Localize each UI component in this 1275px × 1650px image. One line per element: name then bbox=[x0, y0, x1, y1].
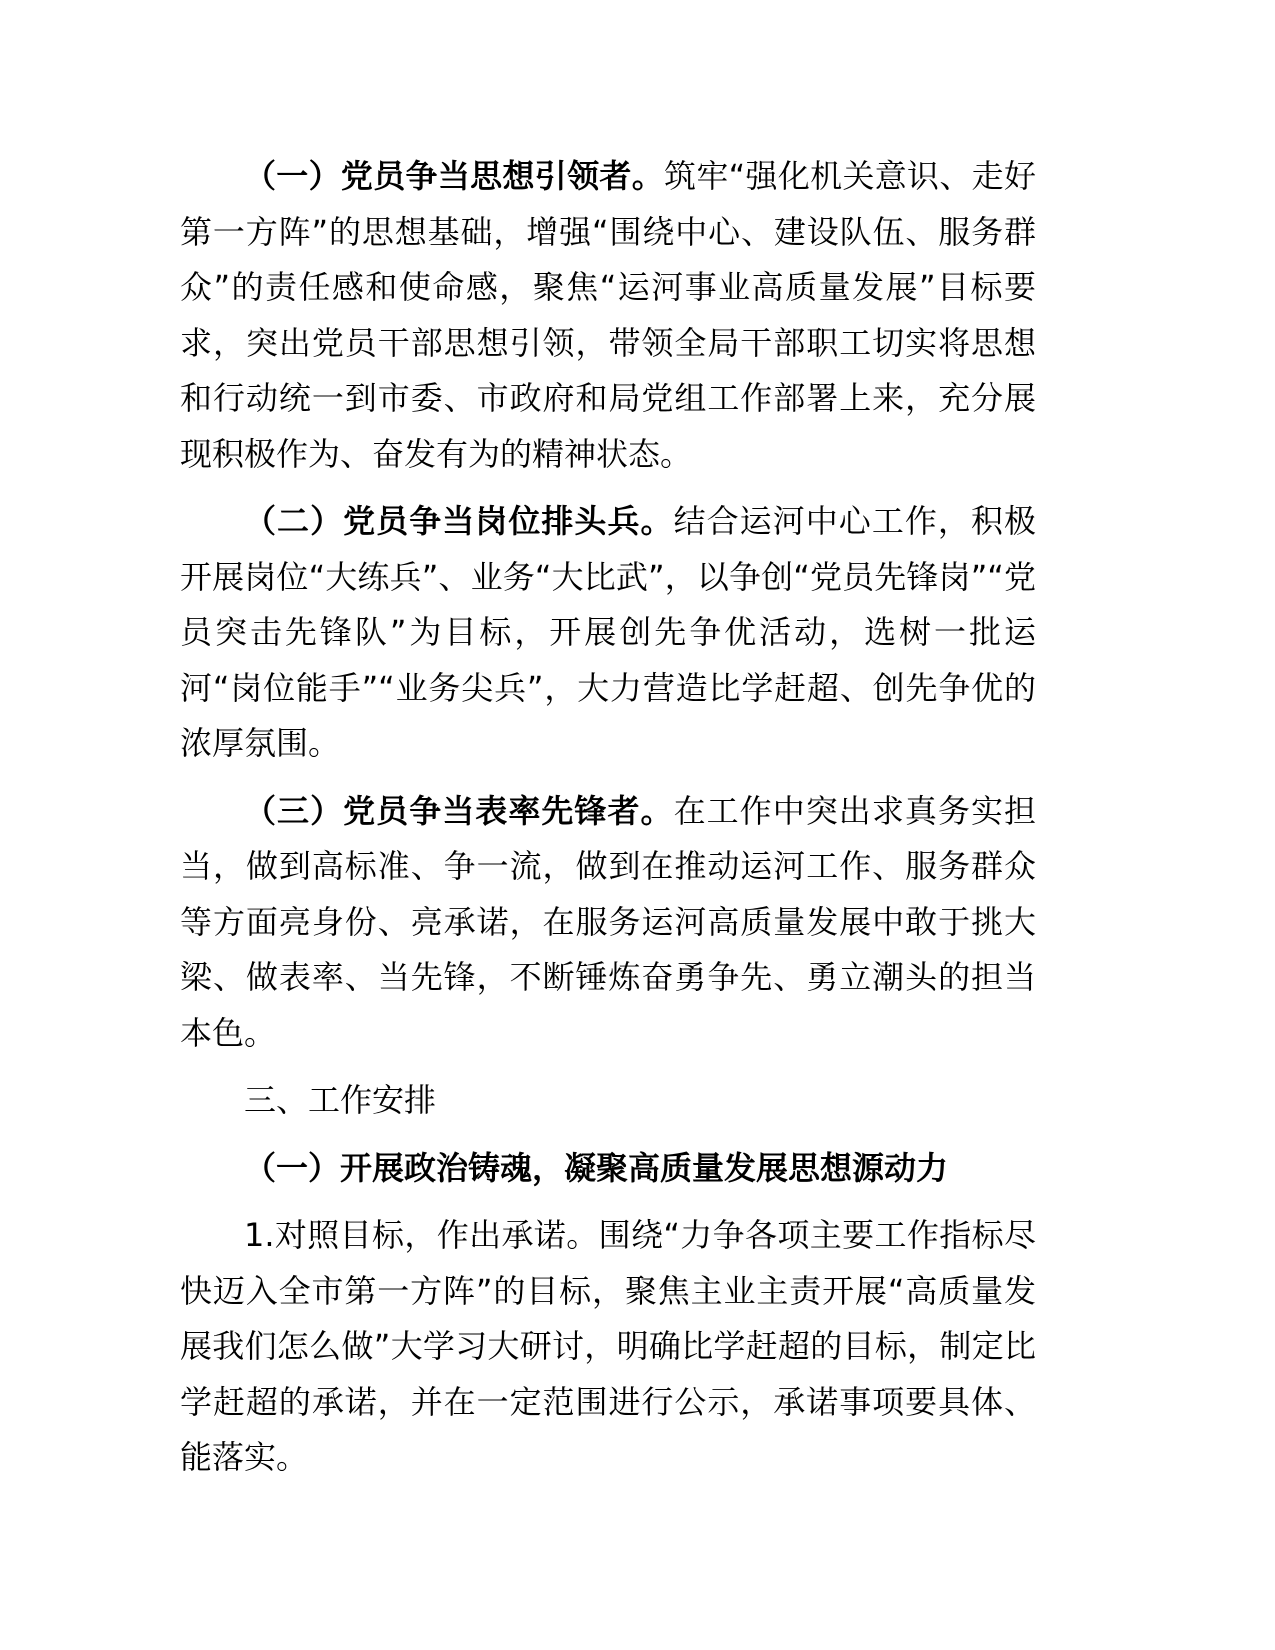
section-heading-text: 三、工作安排 bbox=[244, 1081, 437, 1119]
paragraph-1 bbox=[180, 149, 1036, 482]
paragraph-4-body: 1.对照目标，作出承诺。围绕“力争各项主要工作指标尽快迈入全市第一方阵”的目标，聚焦主业主责开展“高质量发展我们怎么做”大学习大研讨，明确比学赶超的目标，制定比学赶超的承诺，并在一定范围进行公示，承诺事项要具体、能落实。 bbox=[180, 1216, 1036, 1476]
paragraph-2-heading: （二）党员争当岗位排头兵。 bbox=[244, 502, 674, 540]
subsection-heading bbox=[180, 1141, 1036, 1197]
paragraph-3-body: 在工作中突出求真务实担当，做到高标准、争一流，做到在推动运河工作、服务群众等方面亮身份、亮承诺，在服务运河高质量发展中敢于挑大梁、做表率、当先锋，不断锤炼奋勇争先、勇立潮头的担当本色。 bbox=[180, 791, 1036, 1052]
paragraph-3-heading: （三）党员争当表率先锋者。 bbox=[244, 791, 674, 830]
spacer bbox=[180, 1129, 1036, 1141]
spacer bbox=[180, 1061, 1036, 1073]
document-page bbox=[180, 149, 1036, 1486]
spacer bbox=[180, 1196, 1036, 1208]
section-heading bbox=[180, 1073, 1036, 1129]
spacer bbox=[180, 772, 1036, 784]
spacer bbox=[180, 482, 1036, 494]
subsection-heading-text: （一）开展政治铸魂，凝聚高质量发展思想源动力 bbox=[244, 1148, 949, 1187]
paragraph-4 bbox=[180, 1208, 1036, 1486]
paragraph-3 bbox=[180, 784, 1036, 1062]
paragraph-2 bbox=[180, 494, 1036, 772]
paragraph-1-heading: （一）党员争当思想引领者。 bbox=[244, 157, 665, 195]
paragraph-2-body: 结合运河中心工作，积极开展岗位“大练兵”、业务“大比武”，以争创“党员先锋岗”“党员突击先锋队”为目标，开展创先争优活动，选树一批运河“岗位能手”“业务尖兵”，大力营造比学赶超、创先争优的浓厚氛围。 bbox=[180, 502, 1036, 762]
paragraph-1-body: 筑牢“强化机关意识、走好第一方阵”的思想基础，增强“围绕中心、建设队伍、服务群众”的责任感和使命感，聚焦“运河事业高质量发展”目标要求，突出党员干部思想引领，带领全局干部职工切实将思想和行动统一到市委、市政府和局党组工作部署上来，充分展现积极作为、奋发有为的精神状态。 bbox=[180, 157, 1036, 473]
